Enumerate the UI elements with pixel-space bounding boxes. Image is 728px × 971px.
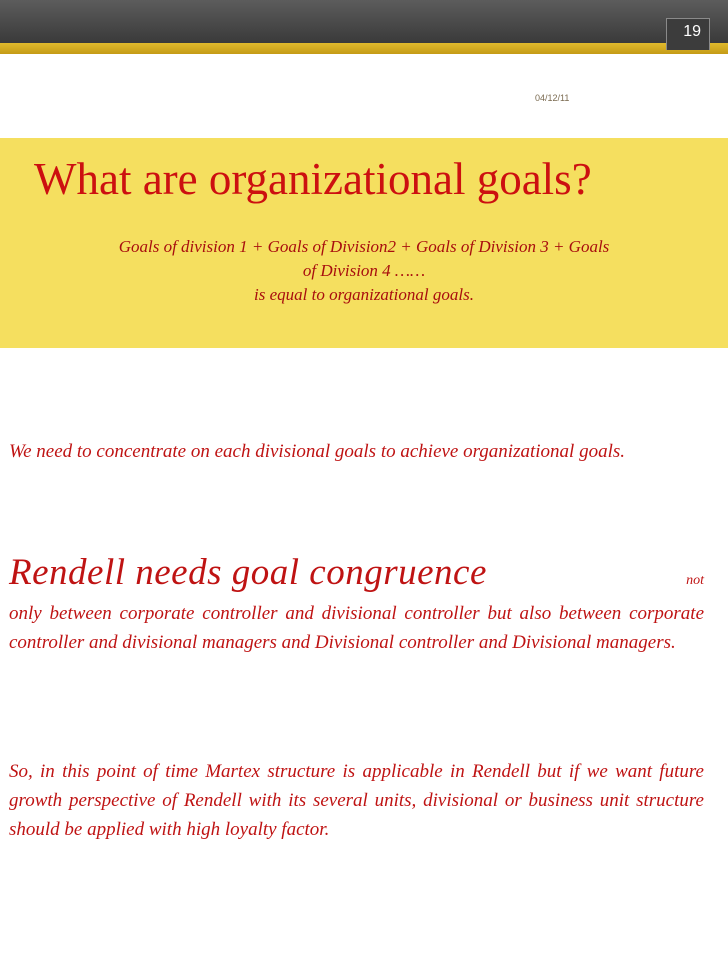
goal-congruence-body: only between corporate controller and divisional controller but also between corporate controller and divisional managers and Divisional controller and Divisional managers. — [9, 603, 704, 653]
subtitle-line-3: is equal to organizational goals. — [254, 285, 474, 304]
header-accent-strip — [0, 43, 728, 54]
paragraph-divisional-goals: We need to concentrate on each divisional goals to achieve organizational goals. — [9, 441, 625, 462]
paragraph-martex-structure: So, in this point of time Martex structure is applicable in Rendell but if we want future growth perspective of Rendell with its several units, divisional or business unit structure should be applied with high loyalty factor. — [9, 761, 704, 840]
subtitle-line-1: Goals of division 1 + Goals of Division2 + Goals of Division 3 + Goals — [118, 237, 610, 256]
slide-title: What are organizational goals? — [34, 154, 592, 204]
goal-congruence-heading-line — [9, 553, 704, 595]
slide-date: 04/12/11 — [535, 93, 570, 103]
goal-congruence-emphasis: Rendell needs goal congruence — [9, 552, 487, 593]
subtitle — [8, 235, 720, 307]
paragraph-goal-congruence — [9, 553, 704, 657]
subtitle-line-2: of Division 4 …… — [302, 261, 426, 280]
slide-number: 19 — [683, 23, 701, 40]
goal-congruence-not: not — [686, 573, 704, 588]
slide-number-box — [666, 18, 710, 50]
header-bar — [0, 0, 728, 43]
